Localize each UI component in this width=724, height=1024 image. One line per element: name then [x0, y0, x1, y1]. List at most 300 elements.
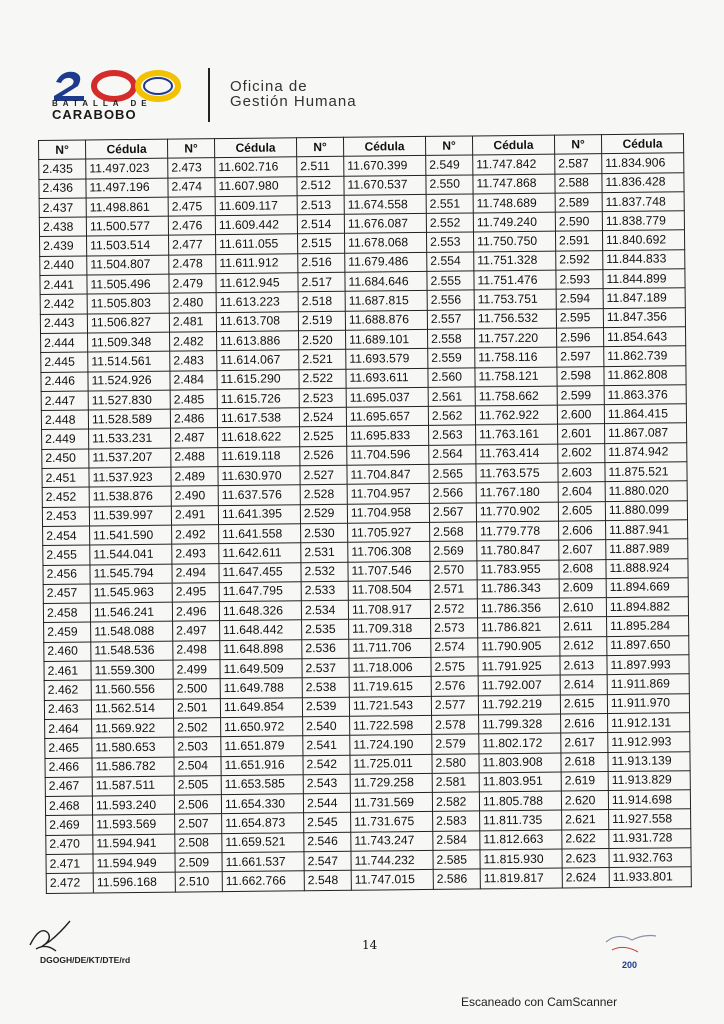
cedula-cell: 11.648.442 [220, 620, 302, 640]
row-number-cell: 2.488 [171, 447, 218, 467]
cedula-cell: 11.498.861 [86, 197, 168, 217]
row-number-cell: 2.498 [173, 640, 220, 660]
row-number-cell: 2.435 [39, 159, 86, 179]
row-number-cell: 2.457 [43, 584, 90, 604]
cedula-cell: 11.758.116 [475, 347, 557, 367]
cedula-cell: 11.864.415 [604, 404, 686, 424]
row-number-cell: 2.618 [561, 752, 608, 772]
row-number-cell: 2.589 [555, 192, 602, 212]
row-number-cell: 2.531 [301, 543, 348, 563]
row-number-cell: 2.612 [560, 636, 607, 656]
cedula-cell: 11.649.509 [220, 659, 302, 679]
row-number-cell: 2.522 [299, 369, 346, 389]
cedula-cell: 11.506.827 [87, 313, 169, 333]
row-number-cell: 2.614 [560, 675, 607, 695]
cedula-cell: 11.693.579 [346, 349, 428, 369]
row-number-cell: 2.556 [427, 290, 474, 310]
row-number-cell: 2.450 [42, 449, 89, 469]
cedula-cell: 11.862.739 [604, 346, 686, 366]
row-number-cell: 2.506 [174, 795, 221, 815]
row-number-cell: 2.606 [558, 521, 605, 541]
row-number-cell: 2.451 [42, 468, 89, 488]
cedula-cell: 11.524.926 [88, 371, 170, 391]
cedula-cell: 11.651.879 [221, 736, 303, 756]
row-number-cell: 2.460 [44, 642, 91, 662]
cedula-cell: 11.659.521 [222, 832, 304, 852]
row-number-cell: 2.534 [301, 600, 348, 620]
cedula-cell: 11.619.118 [218, 447, 300, 467]
row-number-cell: 2.585 [433, 850, 480, 870]
cedula-cell: 11.687.815 [345, 291, 427, 311]
row-number-cell: 2.493 [172, 544, 219, 564]
cedula-cell: 11.541.590 [90, 525, 172, 545]
cedula-cell: 11.763.575 [476, 463, 558, 483]
row-number-cell: 2.567 [429, 503, 476, 523]
cedula-cell: 11.642.611 [219, 543, 301, 563]
row-number-cell: 2.572 [430, 599, 477, 619]
row-number-cell: 2.590 [555, 212, 602, 232]
cedula-cell: 11.819.817 [480, 868, 562, 888]
row-number-cell: 2.579 [432, 734, 479, 754]
row-number-cell: 2.530 [301, 523, 348, 543]
row-number-cell: 2.577 [431, 696, 478, 716]
cedula-cell: 11.533.231 [89, 429, 171, 449]
cedula-cell: 11.647.455 [219, 562, 301, 582]
cedula-cell: 11.593.569 [93, 814, 175, 834]
row-number-cell: 2.605 [558, 501, 605, 521]
cedula-cell: 11.763.161 [475, 425, 557, 445]
cedula-cell: 11.799.328 [478, 714, 560, 734]
cedula-cell: 11.786.356 [477, 598, 559, 618]
row-number-cell: 2.544 [303, 793, 350, 813]
column-header-cedula: Cédula [601, 134, 683, 154]
row-number-cell: 2.538 [302, 678, 349, 698]
cedula-cell: 11.743.247 [351, 831, 433, 851]
cedula-cell: 11.812.663 [480, 830, 562, 850]
row-number-cell: 2.571 [430, 580, 477, 600]
row-number-cell: 2.440 [40, 256, 87, 276]
cedula-cell: 11.678.068 [344, 233, 426, 253]
cedula-cell: 11.751.328 [474, 251, 556, 271]
row-number-cell: 2.466 [45, 757, 92, 777]
cedula-cell: 11.709.318 [349, 619, 431, 639]
row-number-cell: 2.580 [432, 753, 479, 773]
row-number-cell: 2.548 [304, 871, 351, 891]
row-number-cell: 2.591 [555, 231, 602, 251]
cedula-cell: 11.708.917 [348, 600, 430, 620]
row-number-cell: 2.452 [42, 487, 89, 507]
cedula-cell: 11.503.514 [87, 236, 169, 256]
cedula-cell: 11.505.803 [87, 294, 169, 314]
row-number-cell: 2.442 [40, 294, 87, 314]
row-number-cell: 2.514 [297, 214, 344, 234]
row-number-cell: 2.475 [168, 197, 215, 217]
cedula-cell: 11.867.087 [604, 423, 686, 443]
row-number-cell: 2.520 [298, 330, 345, 350]
row-number-cell: 2.620 [561, 791, 608, 811]
cedula-cell: 11.560.556 [91, 679, 173, 699]
row-number-cell: 2.473 [168, 158, 215, 178]
row-number-cell: 2.454 [43, 526, 90, 546]
cedula-cell: 11.580.653 [92, 737, 174, 757]
row-number-cell: 2.595 [556, 308, 603, 328]
cedula-cell: 11.527.830 [88, 390, 170, 410]
cedula-cell: 11.912.993 [608, 732, 690, 752]
column-header-number: N° [296, 137, 343, 157]
cedula-cell: 11.912.131 [607, 713, 689, 733]
cedula-cell: 11.770.902 [476, 502, 558, 522]
cedula-cell: 11.767.180 [476, 482, 558, 502]
cedula-cell: 11.895.284 [606, 616, 688, 636]
cedula-cell: 11.724.190 [350, 735, 432, 755]
row-number-cell: 2.471 [46, 854, 93, 874]
row-number-cell: 2.447 [41, 391, 88, 411]
row-number-cell: 2.557 [427, 310, 474, 330]
row-number-cell: 2.483 [170, 351, 217, 371]
row-number-cell: 2.515 [297, 234, 344, 254]
cedula-cell: 11.762.922 [475, 405, 557, 425]
row-number-cell: 2.479 [169, 274, 216, 294]
row-number-cell: 2.613 [560, 656, 607, 676]
cedula-cell: 11.847.356 [603, 307, 685, 327]
column-header-number: N° [425, 136, 472, 156]
row-number-cell: 2.462 [44, 680, 91, 700]
cedula-cell: 11.913.829 [608, 771, 690, 791]
cedula-cell: 11.792.219 [478, 695, 560, 715]
column-header-number: N° [167, 139, 214, 159]
cedula-cell: 11.731.675 [351, 812, 433, 832]
svg-text:200: 200 [622, 960, 638, 970]
column-header-cedula: Cédula [343, 136, 425, 156]
row-number-cell: 2.543 [303, 774, 350, 794]
row-number-cell: 2.456 [43, 565, 90, 585]
cedula-cell: 11.880.099 [605, 500, 687, 520]
row-number-cell: 2.448 [41, 410, 88, 430]
cedula-cell: 11.674.558 [344, 194, 426, 214]
row-number-cell: 2.586 [433, 869, 480, 889]
cedula-cell: 11.747.015 [351, 870, 433, 890]
row-number-cell: 2.566 [429, 483, 476, 503]
cedula-cell: 11.617.538 [217, 408, 299, 428]
cedula-cell: 11.719.615 [349, 677, 431, 697]
row-number-cell: 2.554 [427, 252, 474, 272]
cedula-cell: 11.897.993 [607, 655, 689, 675]
column-header-cedula: Cédula [472, 135, 554, 155]
cedula-cell: 11.711.706 [349, 638, 431, 658]
row-number-cell: 2.540 [303, 716, 350, 736]
cedula-cell: 11.548.088 [91, 622, 173, 642]
row-number-cell: 2.576 [431, 676, 478, 696]
cedula-cell: 11.758.121 [475, 367, 557, 387]
cedula-cell: 11.888.924 [606, 558, 688, 578]
cedula-cell: 11.537.923 [89, 467, 171, 487]
signature [26, 915, 76, 955]
cedula-cell: 11.757.220 [474, 328, 556, 348]
row-number-cell: 2.524 [299, 407, 346, 427]
office-line-1: Oficina de [230, 78, 308, 95]
row-number-cell: 2.533 [301, 581, 348, 601]
row-number-cell: 2.511 [297, 157, 344, 177]
row-number-cell: 2.459 [44, 622, 91, 642]
row-number-cell: 2.563 [428, 425, 475, 445]
cedula-cell: 11.706.308 [348, 542, 430, 562]
cedula-cell: 11.613.223 [216, 292, 298, 312]
cedula-cell: 11.803.951 [479, 772, 561, 792]
cedula-cell: 11.780.847 [477, 540, 559, 560]
cedula-cell: 11.630.970 [218, 466, 300, 486]
row-number-cell: 2.561 [428, 387, 475, 407]
cedula-cell: 11.641.558 [219, 524, 301, 544]
cedula-cell: 11.725.011 [350, 754, 432, 774]
cedula-cell: 11.559.300 [91, 660, 173, 680]
row-number-cell: 2.599 [557, 385, 604, 405]
row-number-cell: 2.615 [560, 694, 607, 714]
row-number-cell: 2.552 [426, 213, 473, 233]
cedula-cell: 11.887.989 [606, 539, 688, 559]
cedula-cell: 11.927.558 [608, 809, 690, 829]
cedula-cell: 11.875.521 [605, 462, 687, 482]
cedula-cell: 11.747.842 [473, 154, 555, 174]
row-number-cell: 2.550 [426, 175, 473, 195]
cedula-cell: 11.749.240 [473, 212, 555, 232]
row-number-cell: 2.578 [431, 715, 478, 735]
cedula-cell: 11.837.748 [602, 192, 684, 212]
row-number-cell: 2.575 [431, 657, 478, 677]
cedula-cell: 11.661.537 [222, 852, 304, 872]
cedula-cell: 11.913.139 [608, 751, 690, 771]
cedula-cell: 11.840.692 [602, 230, 684, 250]
cedula-cell: 11.758.662 [475, 386, 557, 406]
header-divider [208, 68, 210, 122]
cedula-cell: 11.611.912 [216, 254, 298, 274]
cedula-cell: 11.539.997 [89, 506, 171, 526]
cedula-cell: 11.786.343 [477, 579, 559, 599]
cedula-cell: 11.931.728 [609, 828, 691, 848]
row-number-cell: 2.512 [297, 176, 344, 196]
row-number-cell: 2.472 [46, 873, 93, 893]
cedula-cell: 11.654.873 [222, 813, 304, 833]
row-number-cell: 2.461 [44, 661, 91, 681]
row-number-cell: 2.504 [174, 756, 221, 776]
bicentenario-stamp [598, 928, 660, 974]
document-code: DGOGH/DE/KT/DTE/rd [40, 955, 131, 965]
cedula-cell: 11.933.801 [609, 867, 691, 887]
cedula-cell: 11.880.020 [605, 481, 687, 501]
cedula-cell: 11.500.577 [86, 216, 168, 236]
row-number-cell: 2.587 [555, 154, 602, 174]
row-number-cell: 2.565 [429, 464, 476, 484]
row-number-cell: 2.594 [556, 289, 603, 309]
row-number-cell: 2.468 [45, 796, 92, 816]
cedula-cell: 11.862.808 [604, 365, 686, 385]
cedula-cell: 11.911.970 [607, 693, 689, 713]
cedula-cell: 11.612.945 [216, 273, 298, 293]
cedula-cell: 11.707.546 [348, 561, 430, 581]
row-number-cell: 2.539 [302, 697, 349, 717]
row-number-cell: 2.609 [559, 578, 606, 598]
row-number-cell: 2.517 [298, 272, 345, 292]
cedula-cell: 11.751.476 [474, 270, 556, 290]
cedula-cell: 11.504.807 [87, 255, 169, 275]
row-number-cell: 2.588 [555, 173, 602, 193]
row-number-cell: 2.592 [556, 250, 603, 270]
row-number-cell: 2.617 [561, 733, 608, 753]
cedula-cell: 11.676.087 [344, 214, 426, 234]
row-number-cell: 2.564 [429, 445, 476, 465]
cedula-cell: 11.695.037 [346, 387, 428, 407]
cedula-cell: 11.834.906 [602, 153, 684, 173]
row-number-cell: 2.583 [433, 811, 480, 831]
row-number-cell: 2.478 [169, 254, 216, 274]
row-number-cell: 2.500 [173, 679, 220, 699]
row-number-cell: 2.487 [171, 428, 218, 448]
cedula-cell: 11.614.067 [217, 350, 299, 370]
row-number-cell: 2.526 [300, 446, 347, 466]
table-body [39, 153, 692, 893]
page-number: 14 [362, 938, 378, 952]
row-number-cell: 2.438 [39, 217, 86, 237]
cedula-cell: 11.932.763 [609, 848, 691, 868]
row-number-cell: 2.527 [300, 465, 347, 485]
cedula-cell: 11.756.532 [474, 309, 556, 329]
cedula-cell: 11.731.569 [350, 793, 432, 813]
cedula-cell: 11.545.794 [90, 564, 172, 584]
cedula-cell: 11.695.657 [346, 407, 428, 427]
cedula-cell: 11.718.006 [349, 657, 431, 677]
cedula-cell: 11.911.869 [607, 674, 689, 694]
row-number-cell: 2.568 [429, 522, 476, 542]
row-number-cell: 2.523 [299, 388, 346, 408]
cedula-cell: 11.704.958 [347, 503, 429, 523]
row-number-cell: 2.481 [169, 312, 216, 332]
row-number-cell: 2.582 [432, 792, 479, 812]
row-number-cell: 2.584 [433, 831, 480, 851]
cedula-cell: 11.779.778 [476, 521, 558, 541]
cedula-cell: 11.544.041 [90, 544, 172, 564]
cedula-cell: 11.537.207 [89, 448, 171, 468]
row-number-cell: 2.445 [41, 352, 88, 372]
row-number-cell: 2.624 [562, 868, 609, 888]
row-number-cell: 2.581 [432, 773, 479, 793]
row-number-cell: 2.494 [172, 563, 219, 583]
cedula-cell: 11.641.395 [218, 504, 300, 524]
row-number-cell: 2.619 [561, 771, 608, 791]
row-number-cell: 2.480 [169, 293, 216, 313]
row-number-cell: 2.529 [300, 504, 347, 524]
cedula-cell: 11.594.941 [93, 834, 175, 854]
cedula-cell: 11.815.930 [480, 849, 562, 869]
cedula-cell: 11.528.589 [88, 409, 170, 429]
row-number-cell: 2.477 [168, 235, 215, 255]
cedula-cell: 11.897.650 [607, 635, 689, 655]
row-number-cell: 2.555 [427, 271, 474, 291]
row-number-cell: 2.551 [426, 194, 473, 214]
row-number-cell: 2.508 [175, 833, 222, 853]
cedula-cell: 11.847.189 [603, 288, 685, 308]
row-number-cell: 2.549 [426, 155, 473, 175]
row-number-cell: 2.569 [430, 541, 477, 561]
row-number-cell: 2.441 [40, 275, 87, 295]
cedula-cell: 11.514.561 [88, 351, 170, 371]
cedula-cell: 11.650.972 [221, 717, 303, 737]
row-number-cell: 2.542 [303, 755, 350, 775]
cedula-cell: 11.497.196 [86, 178, 168, 198]
row-number-cell: 2.476 [168, 216, 215, 236]
cedula-cell: 11.790.905 [478, 637, 560, 657]
cedula-cell: 11.607.980 [215, 176, 297, 196]
cedula-cell: 11.744.232 [351, 850, 433, 870]
cedula-cell: 11.593.240 [92, 795, 174, 815]
cedula-cell: 11.594.949 [93, 853, 175, 873]
cedula-cell: 11.609.442 [215, 215, 297, 235]
row-number-cell: 2.453 [42, 507, 89, 527]
row-number-cell: 2.536 [302, 639, 349, 659]
cedula-cell: 11.748.689 [473, 193, 555, 213]
row-number-cell: 2.604 [558, 482, 605, 502]
cedula-cell: 11.649.854 [220, 697, 302, 717]
row-number-cell: 2.486 [170, 409, 217, 429]
row-number-cell: 2.608 [559, 559, 606, 579]
row-number-cell: 2.601 [557, 424, 604, 444]
cedula-cell: 11.509.348 [88, 332, 170, 352]
cedula-cell: 11.729.258 [350, 773, 432, 793]
row-number-cell: 2.598 [557, 366, 604, 386]
cedula-cell: 11.704.957 [347, 484, 429, 504]
column-header-cedula: Cédula [214, 138, 296, 158]
cedula-cell: 11.722.598 [350, 715, 432, 735]
cedula-cell: 11.613.708 [216, 311, 298, 331]
row-number-cell: 2.597 [557, 347, 604, 367]
cedula-cell: 11.894.669 [606, 578, 688, 598]
cedula-table [38, 133, 692, 893]
cedula-cell: 11.695.833 [346, 426, 428, 446]
cedula-cell: 11.838.779 [602, 211, 684, 231]
row-number-cell: 2.602 [558, 443, 605, 463]
cedula-cell: 11.747.868 [473, 174, 555, 194]
row-number-cell: 2.516 [298, 253, 345, 273]
row-number-cell: 2.518 [298, 292, 345, 312]
row-number-cell: 2.509 [175, 853, 222, 873]
row-number-cell: 2.464 [45, 719, 92, 739]
row-number-cell: 2.545 [304, 813, 351, 833]
cedula-cell: 11.615.726 [217, 389, 299, 409]
row-number-cell: 2.443 [40, 314, 87, 334]
row-number-cell: 2.535 [302, 620, 349, 640]
cedula-cell: 11.874.942 [605, 442, 687, 462]
column-header-number: N° [39, 140, 86, 160]
row-number-cell: 2.528 [300, 485, 347, 505]
cedula-cell: 11.803.908 [479, 753, 561, 773]
row-number-cell: 2.490 [171, 486, 218, 506]
cedula-cell: 11.811.735 [480, 810, 562, 830]
cedula-cell: 11.587.511 [92, 776, 174, 796]
cedula-cell: 11.562.514 [91, 699, 173, 719]
cedula-cell: 11.791.925 [478, 656, 560, 676]
cedula-cell: 11.596.168 [93, 872, 175, 892]
cedula-cell: 11.783.955 [477, 560, 559, 580]
cedula-cell: 11.615.290 [217, 369, 299, 389]
cedula-cell: 11.914.698 [608, 790, 690, 810]
row-number-cell: 2.537 [302, 658, 349, 678]
row-number-cell: 2.485 [170, 389, 217, 409]
cedula-cell: 11.704.596 [347, 445, 429, 465]
row-number-cell: 2.467 [45, 777, 92, 797]
row-number-cell: 2.446 [41, 372, 88, 392]
cedula-cell: 11.637.576 [218, 485, 300, 505]
row-number-cell: 2.610 [559, 598, 606, 618]
cedula-cell: 11.802.172 [479, 733, 561, 753]
cedula-cell: 11.651.916 [221, 755, 303, 775]
